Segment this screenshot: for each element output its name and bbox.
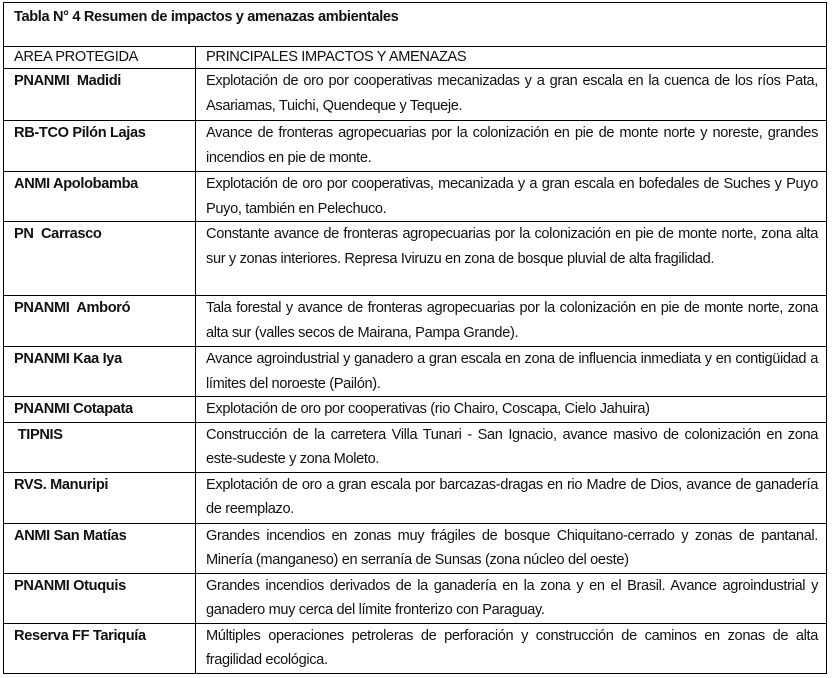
- table-row: [4, 523, 827, 573]
- table-row: [4, 422, 827, 472]
- impact-description: Explotación de oro a gran escala por barcazas-dragas en rio Madre de Dios, avance de ganadería de reemplazo.: [196, 472, 827, 523]
- table-row: [4, 347, 827, 397]
- table-header-row: [4, 47, 827, 69]
- area-name: Reserva FF Tariquía: [4, 623, 196, 673]
- impact-description: Avance de fronteras agropecuarias por la colonización en pie de monte norte y noreste, grandes incendios en pie de monte.: [196, 121, 827, 172]
- impact-description: Grandes incendios en zonas muy frágiles de bosque Chiquitano-cerrado y zonas de pantanal. Minería (manganeso) en serranía de Sunsas (zona núcleo del oeste): [196, 523, 827, 573]
- impact-description: Múltiples operaciones petroleras de perforación y construcción de caminos en zonas de alta fragilidad ecológica.: [196, 623, 827, 673]
- impact-description: Constante avance de fronteras agropecuarias por la colonización en pie de monte norte, zona alta sur y zonas interiores. Represa Iviruzu en zona de bosque pluvial de alta fragilidad.: [196, 222, 827, 296]
- area-name: PN Carrasco: [4, 222, 196, 296]
- area-name: ANMI Apolobamba: [4, 172, 196, 222]
- impact-description: Tala forestal y avance de fronteras agropecuarias por la colonización en pie de monte norte, zona alta sur (valles secos de Mairana, Pampa Grande).: [196, 296, 827, 347]
- impact-description: Explotación de oro por cooperativas, mecanizada y a gran escala en bofedales de Suches y Puyo Puyo, también en Pelechuco.: [196, 172, 827, 222]
- area-name: TIPNIS: [4, 422, 196, 472]
- impact-description: Grandes incendios derivados de la ganadería en la zona y en el Brasil. Avance agroindustrial y ganadero muy cerca del límite fronterizo con Paraguay.: [196, 573, 827, 623]
- table-row: [4, 69, 827, 121]
- area-name: PNANMI Kaa Iya: [4, 347, 196, 397]
- area-name: RB-TCO Pilón Lajas: [4, 121, 196, 172]
- table-row: [4, 623, 827, 673]
- impact-description: Explotación de oro por cooperativas mecanizadas y a gran escala en la cuenca de los ríos Pata, Asariamas, Tuichi, Quendeque y Tequeje.: [196, 69, 827, 121]
- table-row: [4, 121, 827, 172]
- header-area: AREA PROTEGIDA: [4, 47, 196, 69]
- table-row: [4, 472, 827, 523]
- impact-description: Avance agroindustrial y ganadero a gran escala en zona de influencia inmediata y en contigüidad a límites del noroeste (Pailón).: [196, 347, 827, 397]
- impact-description: Construcción de la carretera Villa Tunari - San Ignacio, avance masivo de colonización en zona este-sudeste y zona Moleto.: [196, 422, 827, 472]
- table-row: [4, 296, 827, 347]
- area-name: ANMI San Matías: [4, 523, 196, 573]
- area-name: PNANMI Amboró: [4, 296, 196, 347]
- table-row: [4, 573, 827, 623]
- impact-description: Explotación de oro por cooperativas (rio Chairo, Coscapa, Cielo Jahuira): [196, 397, 827, 423]
- area-name: PNANMI Cotapata: [4, 397, 196, 423]
- table-title-row: [4, 3, 827, 47]
- table-row: [4, 397, 827, 423]
- area-name: PNANMI Madidi: [4, 69, 196, 121]
- area-name: PNANMI Otuquis: [4, 573, 196, 623]
- header-impacts: PRINCIPALES IMPACTOS Y AMENAZAS: [196, 47, 827, 69]
- table-row: [4, 172, 827, 222]
- table-row: [4, 222, 827, 296]
- table-title: Tabla N° 4 Resumen de impactos y amenazas ambientales: [4, 3, 827, 47]
- area-name: RVS. Manuripi: [4, 472, 196, 523]
- impacts-table: [3, 2, 827, 674]
